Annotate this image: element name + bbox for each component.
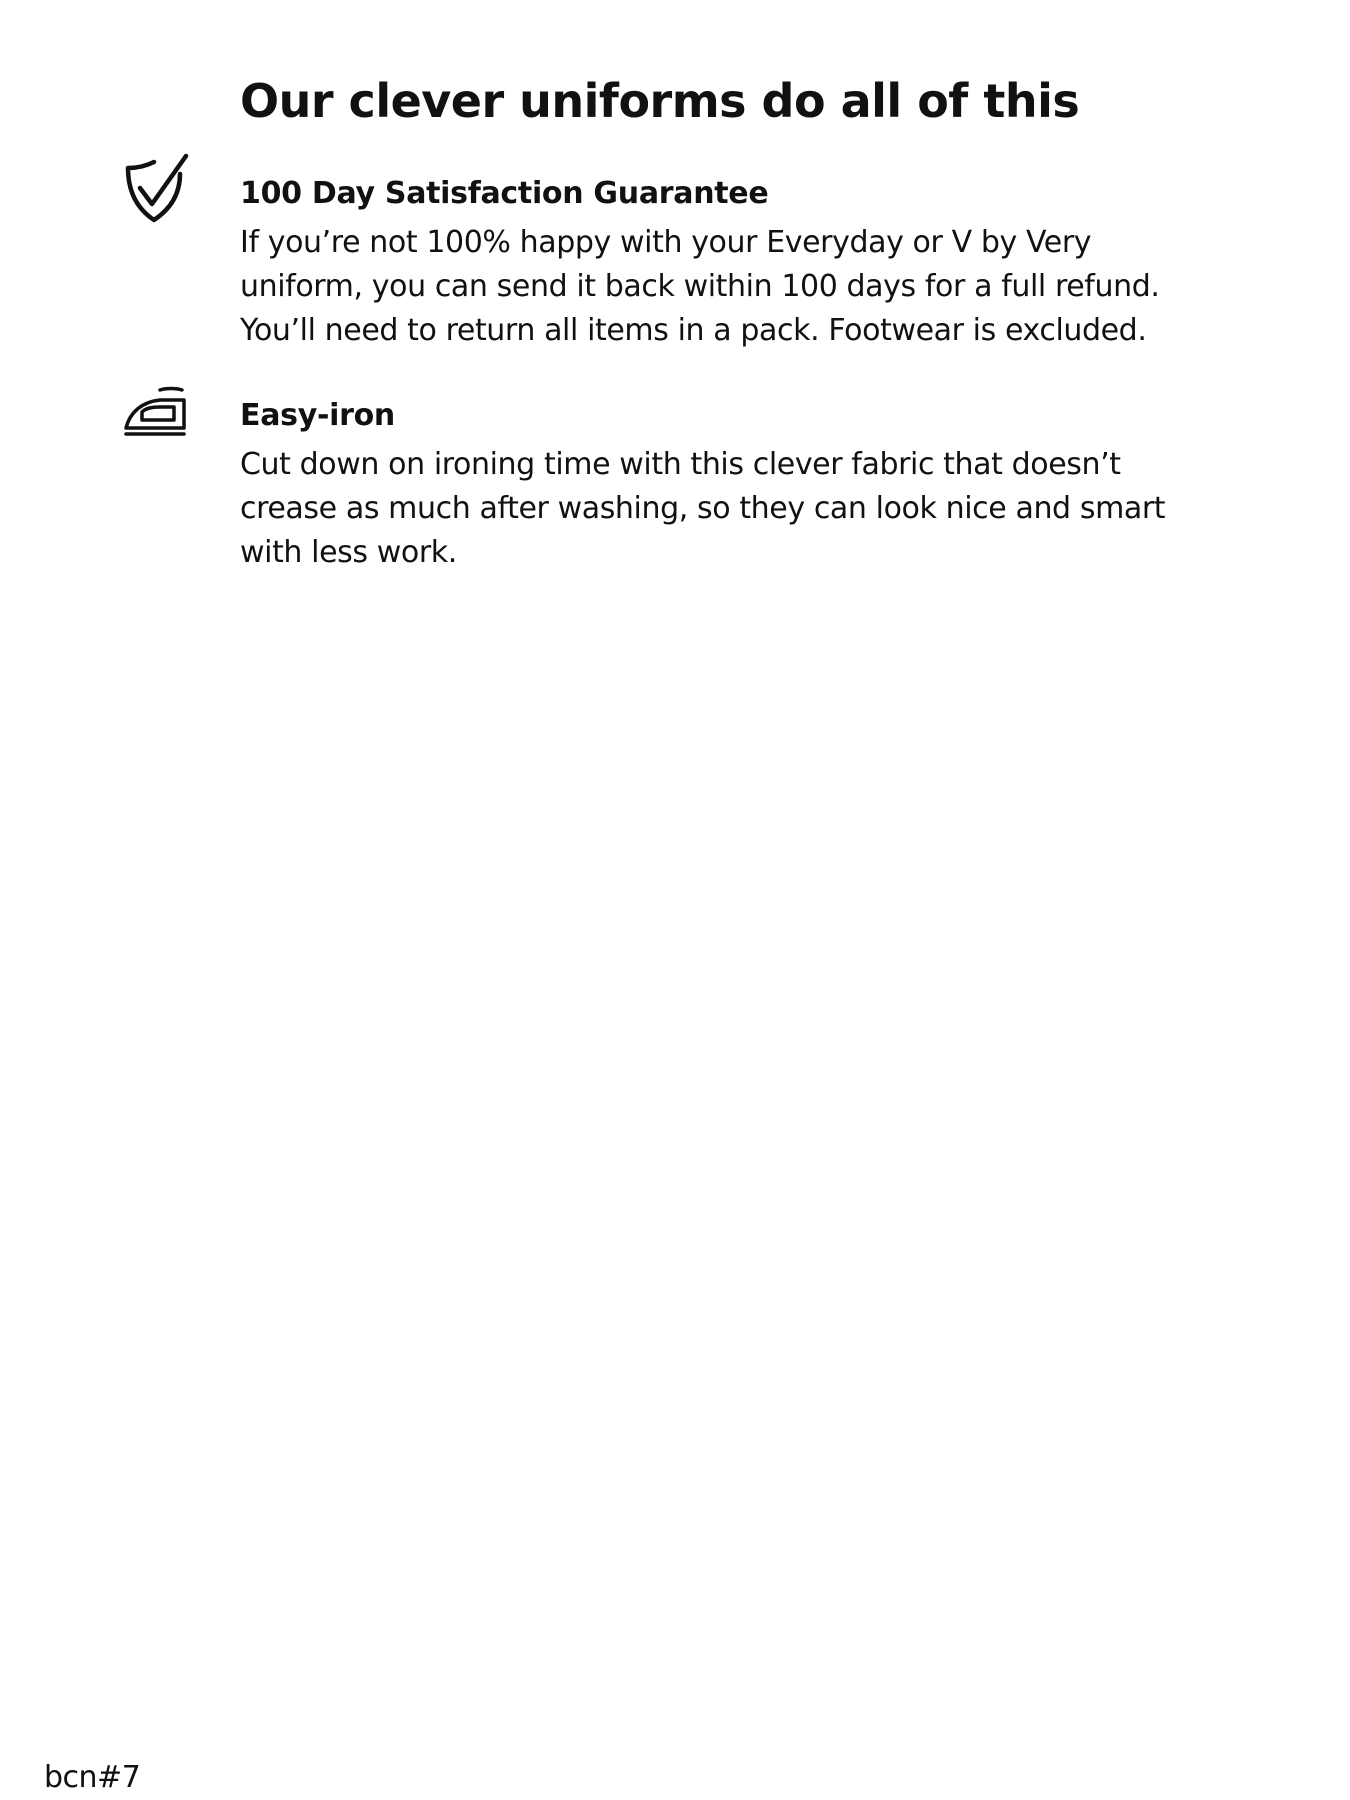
shield-check-icon [120, 152, 192, 224]
feature-title: Easy-iron [240, 398, 395, 433]
feature-description: Cut down on ironing time with this clever fabric that doesn’t crease as much after washing, so they can look nice and smart with less work. [240, 447, 1166, 570]
iron-icon [120, 384, 192, 456]
feature-title: 100 Day Satisfaction Guarantee [240, 176, 769, 211]
page-code: bcn#7 [44, 1760, 141, 1795]
page-title: Our clever uniforms do all of this [240, 74, 1080, 128]
feature-description: If you’re not 100% happy with your Everyday or V by Very uniform, you can send it back within 100 days for a full refund. You’ll need to return all items in a pack. Footwear is excluded. [240, 225, 1160, 348]
